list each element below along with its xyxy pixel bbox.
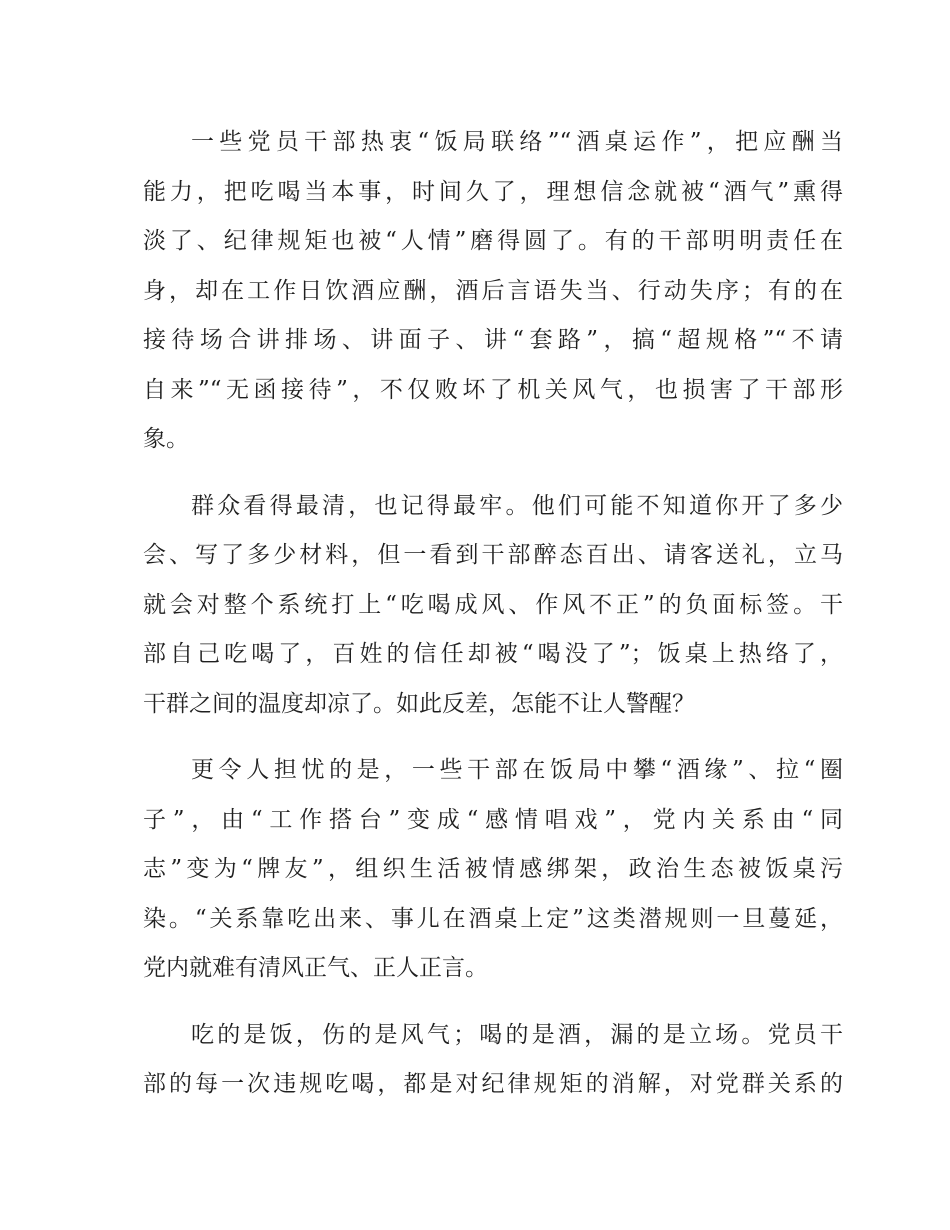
paragraph-4 [143,1011,843,1110]
text-line: 吃的是饭，伤的是风气；喝的是酒，漏的是立场。党员干 [191,1021,843,1048]
text-line: 群众看得最清，也记得最牢。他们可能不知道你开了多少 [191,492,843,519]
text-line: 淡了、纪律规矩也被“人情”磨得圆了。有的干部明明责任在 [143,228,843,254]
text-line: 部的每一次违规吃喝，都是对纪律规矩的消解，对党群关系的 [143,1071,843,1097]
text-line: 干群之间的温度却凉了。如此反差，怎能不让人警醒？ [143,690,695,717]
text-line: 自来”“无函接待”，不仅败坏了机关风气，也损害了干部形 [143,376,843,403]
text-line: 染。“关系靠吃出来、事儿在酒桌上定”这类潜规则一旦蔓延， [143,905,843,932]
text-line: 子”，由“工作搭台”变成“感情唱戏”，党内关系由“同 [143,806,843,833]
document-body [143,118,843,1127]
text-line: 会、写了多少材料，但一看到干部醉态百出、请客送礼，立马 [143,542,843,568]
text-line: 党内就难有清风正气、正人正言。 [143,955,488,981]
paragraph-3 [143,746,843,994]
text-line: 就会对整个系统打上“吃喝成风、作风不正”的负面标签。干 [143,591,843,618]
text-line: 能力，把吃喝当本事，时间久了，理想信念就被“酒气”熏得 [143,178,843,205]
text-line: 身，却在工作日饮酒应酬，酒后言语失当、行动失序；有的在 [143,277,843,304]
paragraph-2 [143,482,843,730]
text-line: 一些党员干部热衷“饭局联络”“酒桌运作”，把应酬当 [191,129,843,155]
text-line: 更令人担忧的是，一些干部在饭局中攀“酒缘”、拉“圈 [191,757,843,783]
text-line: 象。 [143,426,189,452]
text-line: 志”变为“牌友”，组织生活被情感绑架，政治生态被饭桌污 [143,856,843,882]
paragraph-1 [143,118,843,465]
text-line: 部自己吃喝了，百姓的信任却被“喝没了”；饭桌上热络了， [143,641,843,667]
text-line: 接待场合讲排场、讲面子、讲“套路”，搞“超规格”“不请 [143,327,843,353]
